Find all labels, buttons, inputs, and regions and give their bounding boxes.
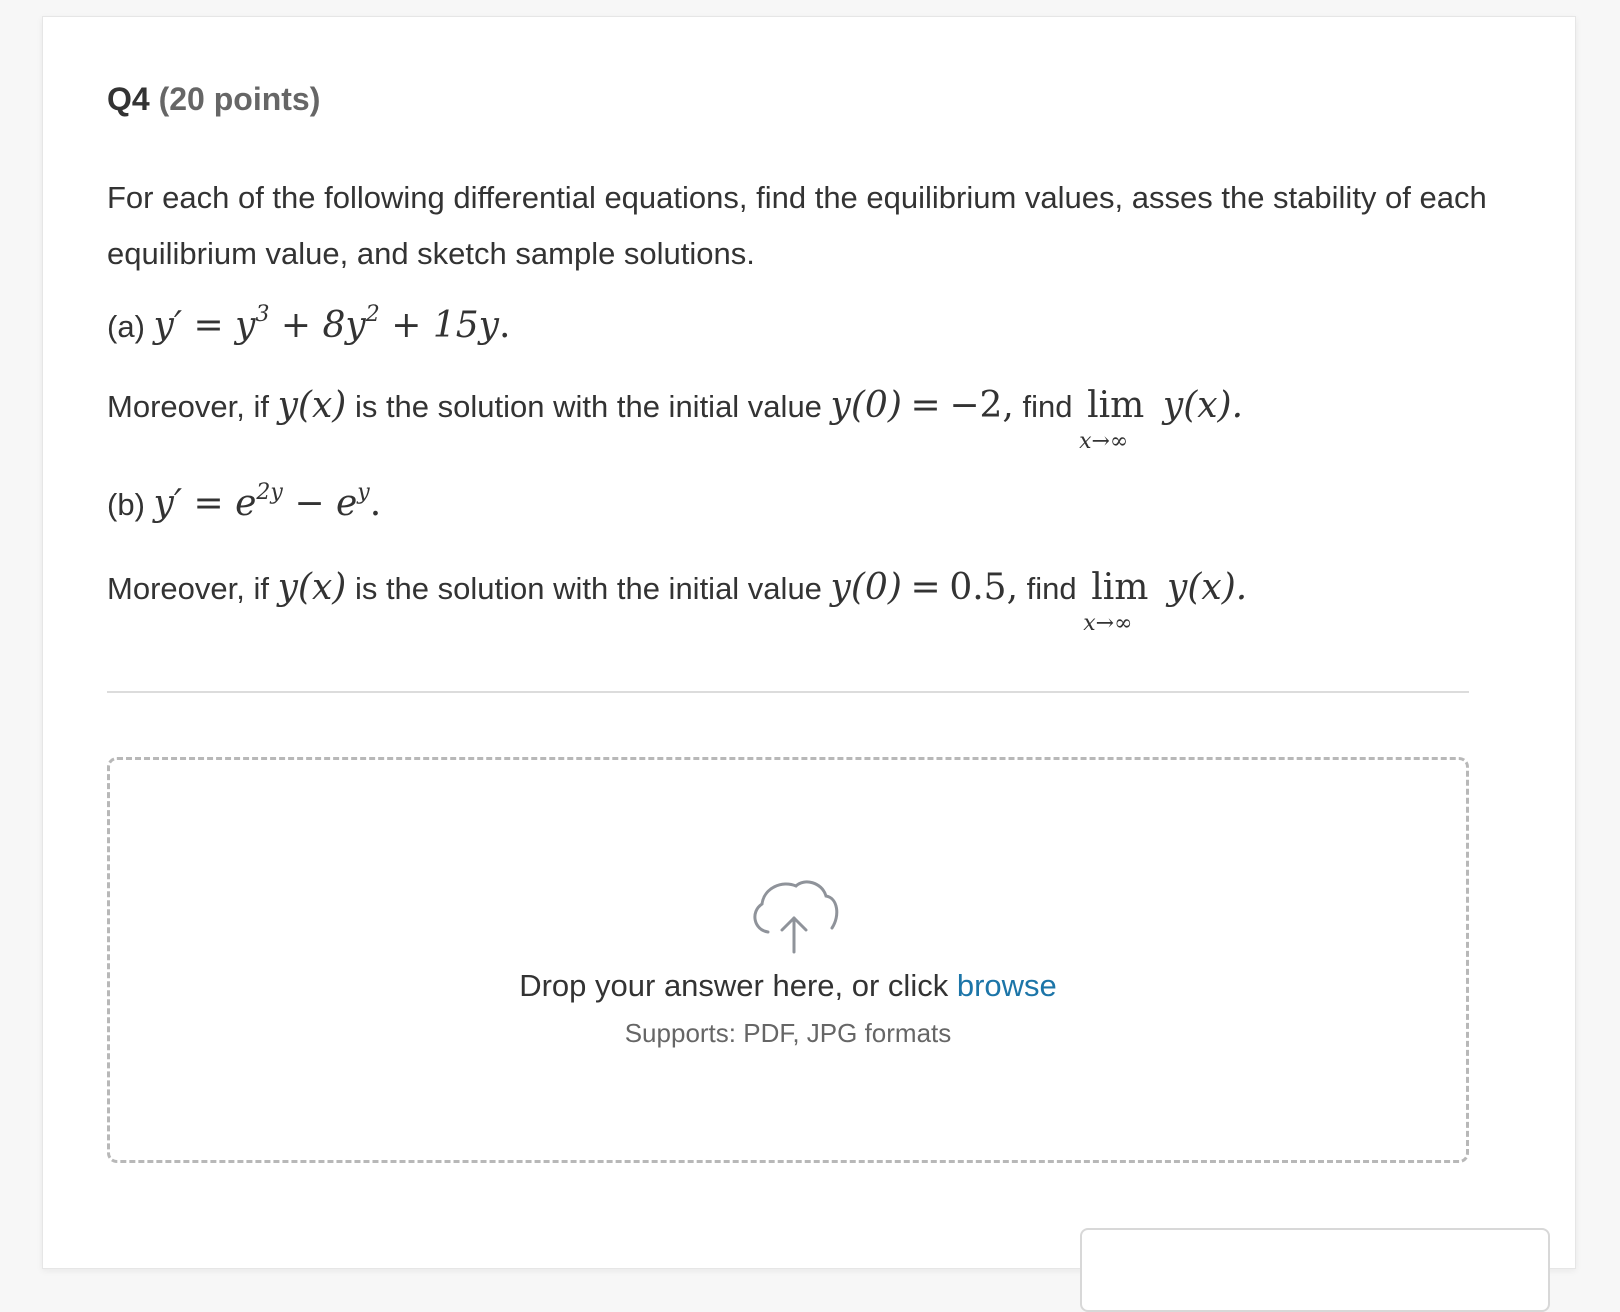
answer-dropzone[interactable] <box>107 757 1469 1163</box>
part-b-math: $y' = e^{2y} - e^y$. <box>153 480 382 524</box>
question-intro: For each of the following differential equations, find the equilibrium values, asses the stability of each equilibrium value, and sketch sample solutions. <box>107 180 1487 271</box>
part-b-equation <box>107 480 382 524</box>
drop-instructions: Drop your answer here, or click browse <box>519 968 1057 1003</box>
bottom-panel-edge <box>1080 1228 1550 1312</box>
section-divider <box>107 691 1469 693</box>
question-points: (20 points) <box>158 81 321 117</box>
part-b-label: (b) <box>107 487 145 522</box>
limit-operator-a: lim x→∞ <box>1079 385 1145 454</box>
part-a-equation <box>107 302 511 346</box>
question-card <box>42 16 1576 1269</box>
part-b-moreover: Moreover, if y(x) is the solution with the initial value y(0) = 0.5, find lim x→∞ y(x). <box>107 567 1248 636</box>
part-a-moreover: Moreover, if y(x) is the solution with the initial value y(0) = −2, find lim x→∞ y(x). <box>107 385 1244 454</box>
browse-link[interactable]: browse <box>956 968 1057 1003</box>
part-a-math: $y' = y^3 + 8y^2 + 15y$. <box>153 302 511 346</box>
cloud-upload-icon <box>746 876 842 956</box>
limit-operator-b: lim x→∞ <box>1083 567 1149 636</box>
part-a-label: (a) <box>107 309 145 344</box>
question-number: Q4 <box>107 81 150 117</box>
question-title <box>107 79 320 119</box>
supported-formats: Supports: PDF, JPG formats <box>624 1018 952 1048</box>
